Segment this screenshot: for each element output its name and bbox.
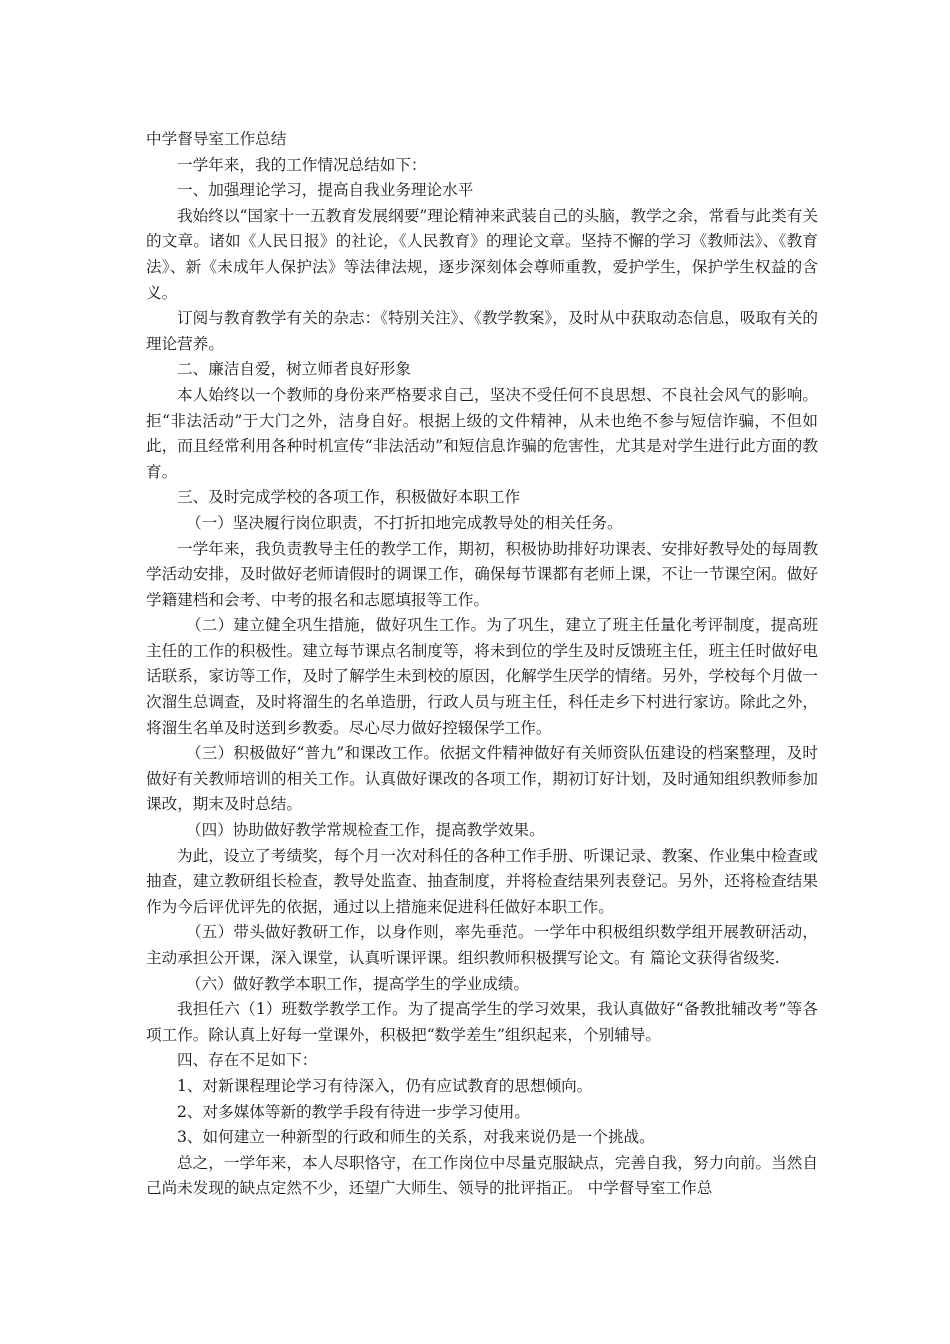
subsection-paragraph-5: （五）带头做好教研工作，以身作则，率先垂范。一学年中积极组织数学组开展教研活动，主动承担公开课，深入课堂，认真听课评课。组织教师积极撰写论文。有 篇论文获得省级奖.: [146, 923, 818, 967]
section-heading-3: 三、及时完成学校的各项工作，积极做好本职工作: [177, 488, 521, 507]
section-heading-2: 二、廉洁自爱，树立师者良好形象: [177, 360, 411, 379]
section-heading-1: 一、加强理论学习，提高自我业务理论水平: [177, 181, 474, 200]
body-paragraph: 一学年来，我负责教导主任的教学工作，期初，积极协助排好功课表、安排好教导处的每周教学活动安排，及时做好老师请假时的调课工作，确保每节课都有老师上课，不让一节课空闲。做好学籍建档和会考、中考的报名和志愿填报等工作。: [146, 539, 818, 609]
list-item: 3、如何建立一种新型的行政和师生的关系，对我来说仍是一个挑战。: [177, 1128, 655, 1147]
document-title: 中学督导室工作总结: [146, 130, 287, 148]
body-paragraph: 为此，设立了考绩奖，每个月一次对科任的各种工作手册、听课记录、教案、作业集中检查或抽查，建立教研组长检查，教导处监查、抽查制度，并将检查结果列表登记。另外，还将检查结果作为今后评优评先的依据，通过以上措施来促进科任做好本职工作。: [146, 846, 818, 916]
body-paragraph: 我担任六（1）班数学教学工作。为了提高学生的学习效果，我认真做好“备教批辅改考”等各项工作。除认真上好每一堂课外，积极把“数学差生”组织起来，个别辅导。: [146, 1000, 818, 1044]
conclusion-paragraph: 总之，一学年来，本人尽职恪守，在工作岗位中尽量克服缺点，完善自我，努力向前。当然自己尚未发现的缺点定然不少，还望广大师生、领导的批评指正。 中学督导室工作总: [146, 1153, 818, 1198]
subsection-paragraph-3: （三）积极做好“普九”和课改工作。依据文件精神做好有关师资队伍建设的档案整理，及时做好有关教师培训的相关工作。认真做好课改的各项工作，期初订好计划，及时通知组织教师参加课改，期末及时总结。: [146, 744, 818, 814]
section-heading-4: 四、存在不足如下：: [177, 1051, 318, 1070]
list-item: 1、对新课程理论学习有待深入，仍有应试教育的思想倾向。: [177, 1076, 593, 1095]
list-item: 2、对多媒体等新的教学手段有待进一步学习使用。: [177, 1102, 530, 1121]
body-paragraph: 本人始终以一个教师的身份来严格要求自己，坚决不受任何不良思想、不良社会风气的影响。拒“非法活动”于大门之外，洁身自好。根据上级的文件精神，从未也绝不参与短信诈骗，不但如此，而且经常利用各种时机宣传“非法活动”和短信息诈骗的危害性，尤其是对学生进行此方面的教育。: [146, 385, 818, 481]
intro-paragraph: 一学年来，我的工作情况总结如下：: [177, 155, 427, 174]
body-paragraph: 订阅与教育教学有关的杂志：《特别关注》、《教学教案》，及时从中获取动态信息，吸取有关的理论营养。: [146, 309, 818, 353]
document-body: [146, 127, 818, 1202]
subsection-heading-1: （一）坚决履行岗位职责，不打折扣地完成教导处的相关任务。: [186, 513, 623, 532]
subsection-paragraph-2: （二）建立健全巩生措施，做好巩生工作。为了巩生，建立了班主任量化考评制度，提高班主任的工作的积极性。建立每节课点名制度等，将未到位的学生及时反馈班主任，班主任时做好电话联系，家访等工作，及时了解学生未到校的原因，化解学生厌学的情绪。另外，学校每个月做一次溜生总调查，及时将溜生的名单造册，行政人员与班主任，科任走乡下村进行家访。除此之外，将溜生名单及时送到乡教委。尽心尽力做好控辍保学工作。: [146, 616, 818, 737]
subsection-heading-4: （四）协助做好教学常规检查工作，提高教学效果。: [186, 821, 545, 840]
body-paragraph: 我始终以“国家十一五教育发展纲要”理论精神来武装自己的头脑，教学之余，常看与此类有关的文章。诸如《人民日报》的社论，《人民教育》的理论文章。坚持不懈的学习《教师法》、《教育法》、新《未成年人保护法》等法律法规，逐步深刻体会尊师重教，爱护学生，保护学生权益的含义。: [146, 206, 818, 302]
subsection-heading-6: （六）做好教学本职工作，提高学生的学业成绩。: [186, 974, 530, 993]
